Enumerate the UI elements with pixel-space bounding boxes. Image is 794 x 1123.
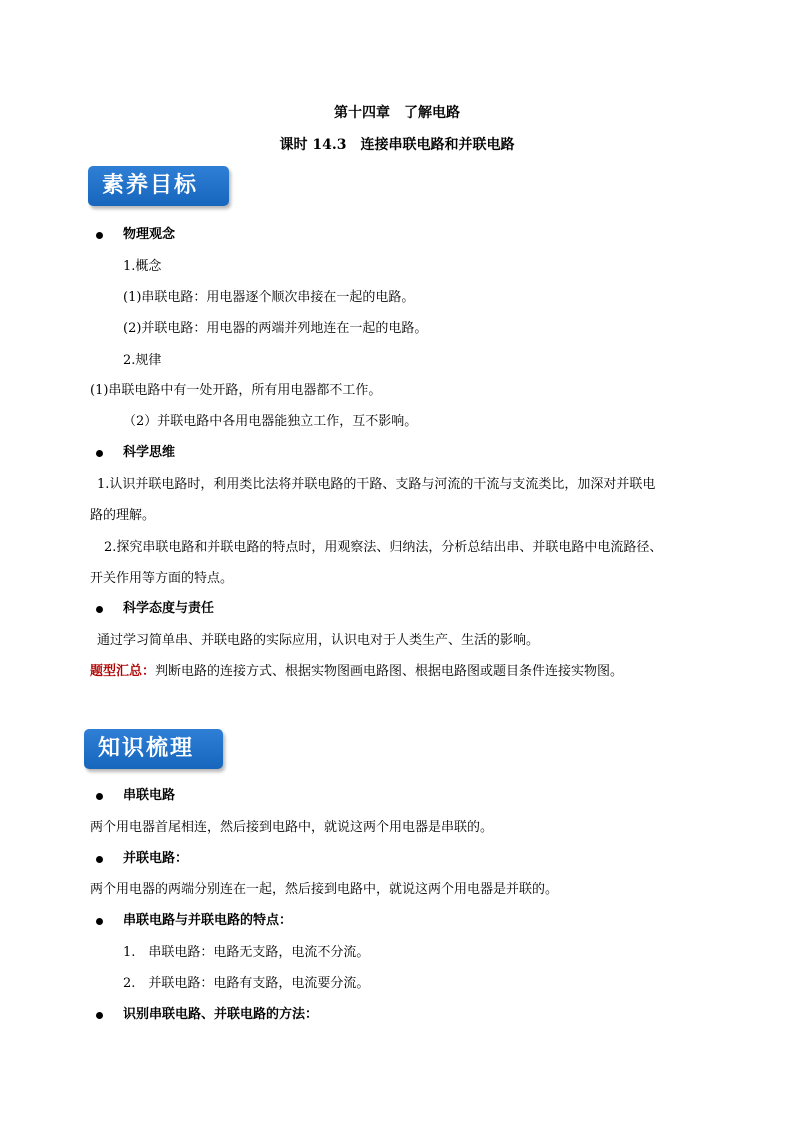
text-line: 2.探究串联电路和并联电路的特点时，用观察法、归纳法，分析总结出串、并联电路中电流路径、 [104, 540, 663, 555]
heading-identify-method: 识别串联电路、并联电路的方法： [123, 1007, 319, 1022]
heading-series-circuit: 串联电路 [123, 788, 176, 803]
text-line: 1.认识并联电路时，利用类比法将并联电路的干路、支路与河流的干流与支流类比，加深对并联电 [97, 477, 656, 492]
heading-scientific-thinking: 科学思维 [123, 445, 176, 460]
text-line: (1)串联电路：用电器逐个顺次串接在一起的电路。 [123, 290, 415, 305]
text-line: 开关作用等方面的特点。 [90, 571, 234, 586]
text-line: 2.规律 [123, 353, 162, 368]
bullet-icon [96, 232, 103, 239]
text-line: 两个用电器的两端分别连在一起，然后接到电路中，就说这两个用电器是并联的。 [90, 882, 559, 897]
chapter-title: 第十四章 了解电路 [334, 105, 460, 121]
bullet-icon [96, 856, 103, 863]
bullet-icon [96, 1012, 103, 1019]
bullet-icon [96, 450, 103, 457]
heading-parallel-circuit: 并联电路： [123, 851, 189, 866]
text-line: 路的理解。 [90, 508, 156, 523]
bullet-icon [96, 793, 103, 800]
heading-physics-concept: 物理观念 [123, 227, 176, 242]
summary-text: 判断电路的连接方式、根据实物图画电路图、根据电路图或题目条件连接实物图。 [155, 664, 624, 679]
section-banner-knowledge: 知识梳理 [84, 729, 223, 769]
heading-circuit-features: 串联电路与并联电路的特点： [123, 913, 293, 928]
summary-label: 题型汇总： [90, 664, 156, 679]
text-line: 1.概念 [123, 259, 162, 274]
text-line: (2)并联电路：用电器的两端并列地连在一起的电路。 [123, 321, 428, 336]
text-line: （2）并联电路中各用电器能独立工作，互不影响。 [123, 414, 418, 429]
lesson-title: 课时 14.3 连接串联电路和并联电路 [279, 137, 515, 153]
text-line: 2. 并联电路：电路有支路，电流要分流。 [123, 976, 370, 991]
question-type-summary [90, 664, 623, 680]
bullet-icon [96, 918, 103, 925]
text-line: (1)串联电路中有一处开路，所有用电器都不工作。 [90, 383, 382, 398]
heading-attitude-responsibility: 科学态度与责任 [123, 601, 215, 616]
section-banner-goals: 素养目标 [88, 166, 229, 206]
text-line: 1. 串联电路：电路无支路，电流不分流。 [123, 945, 370, 960]
text-line: 两个用电器首尾相连，然后接到电路中，就说这两个用电器是串联的。 [90, 820, 494, 835]
bullet-icon [96, 606, 103, 613]
text-line: 通过学习简单串、并联电路的实际应用，认识电对于人类生产、生活的影响。 [97, 633, 540, 648]
